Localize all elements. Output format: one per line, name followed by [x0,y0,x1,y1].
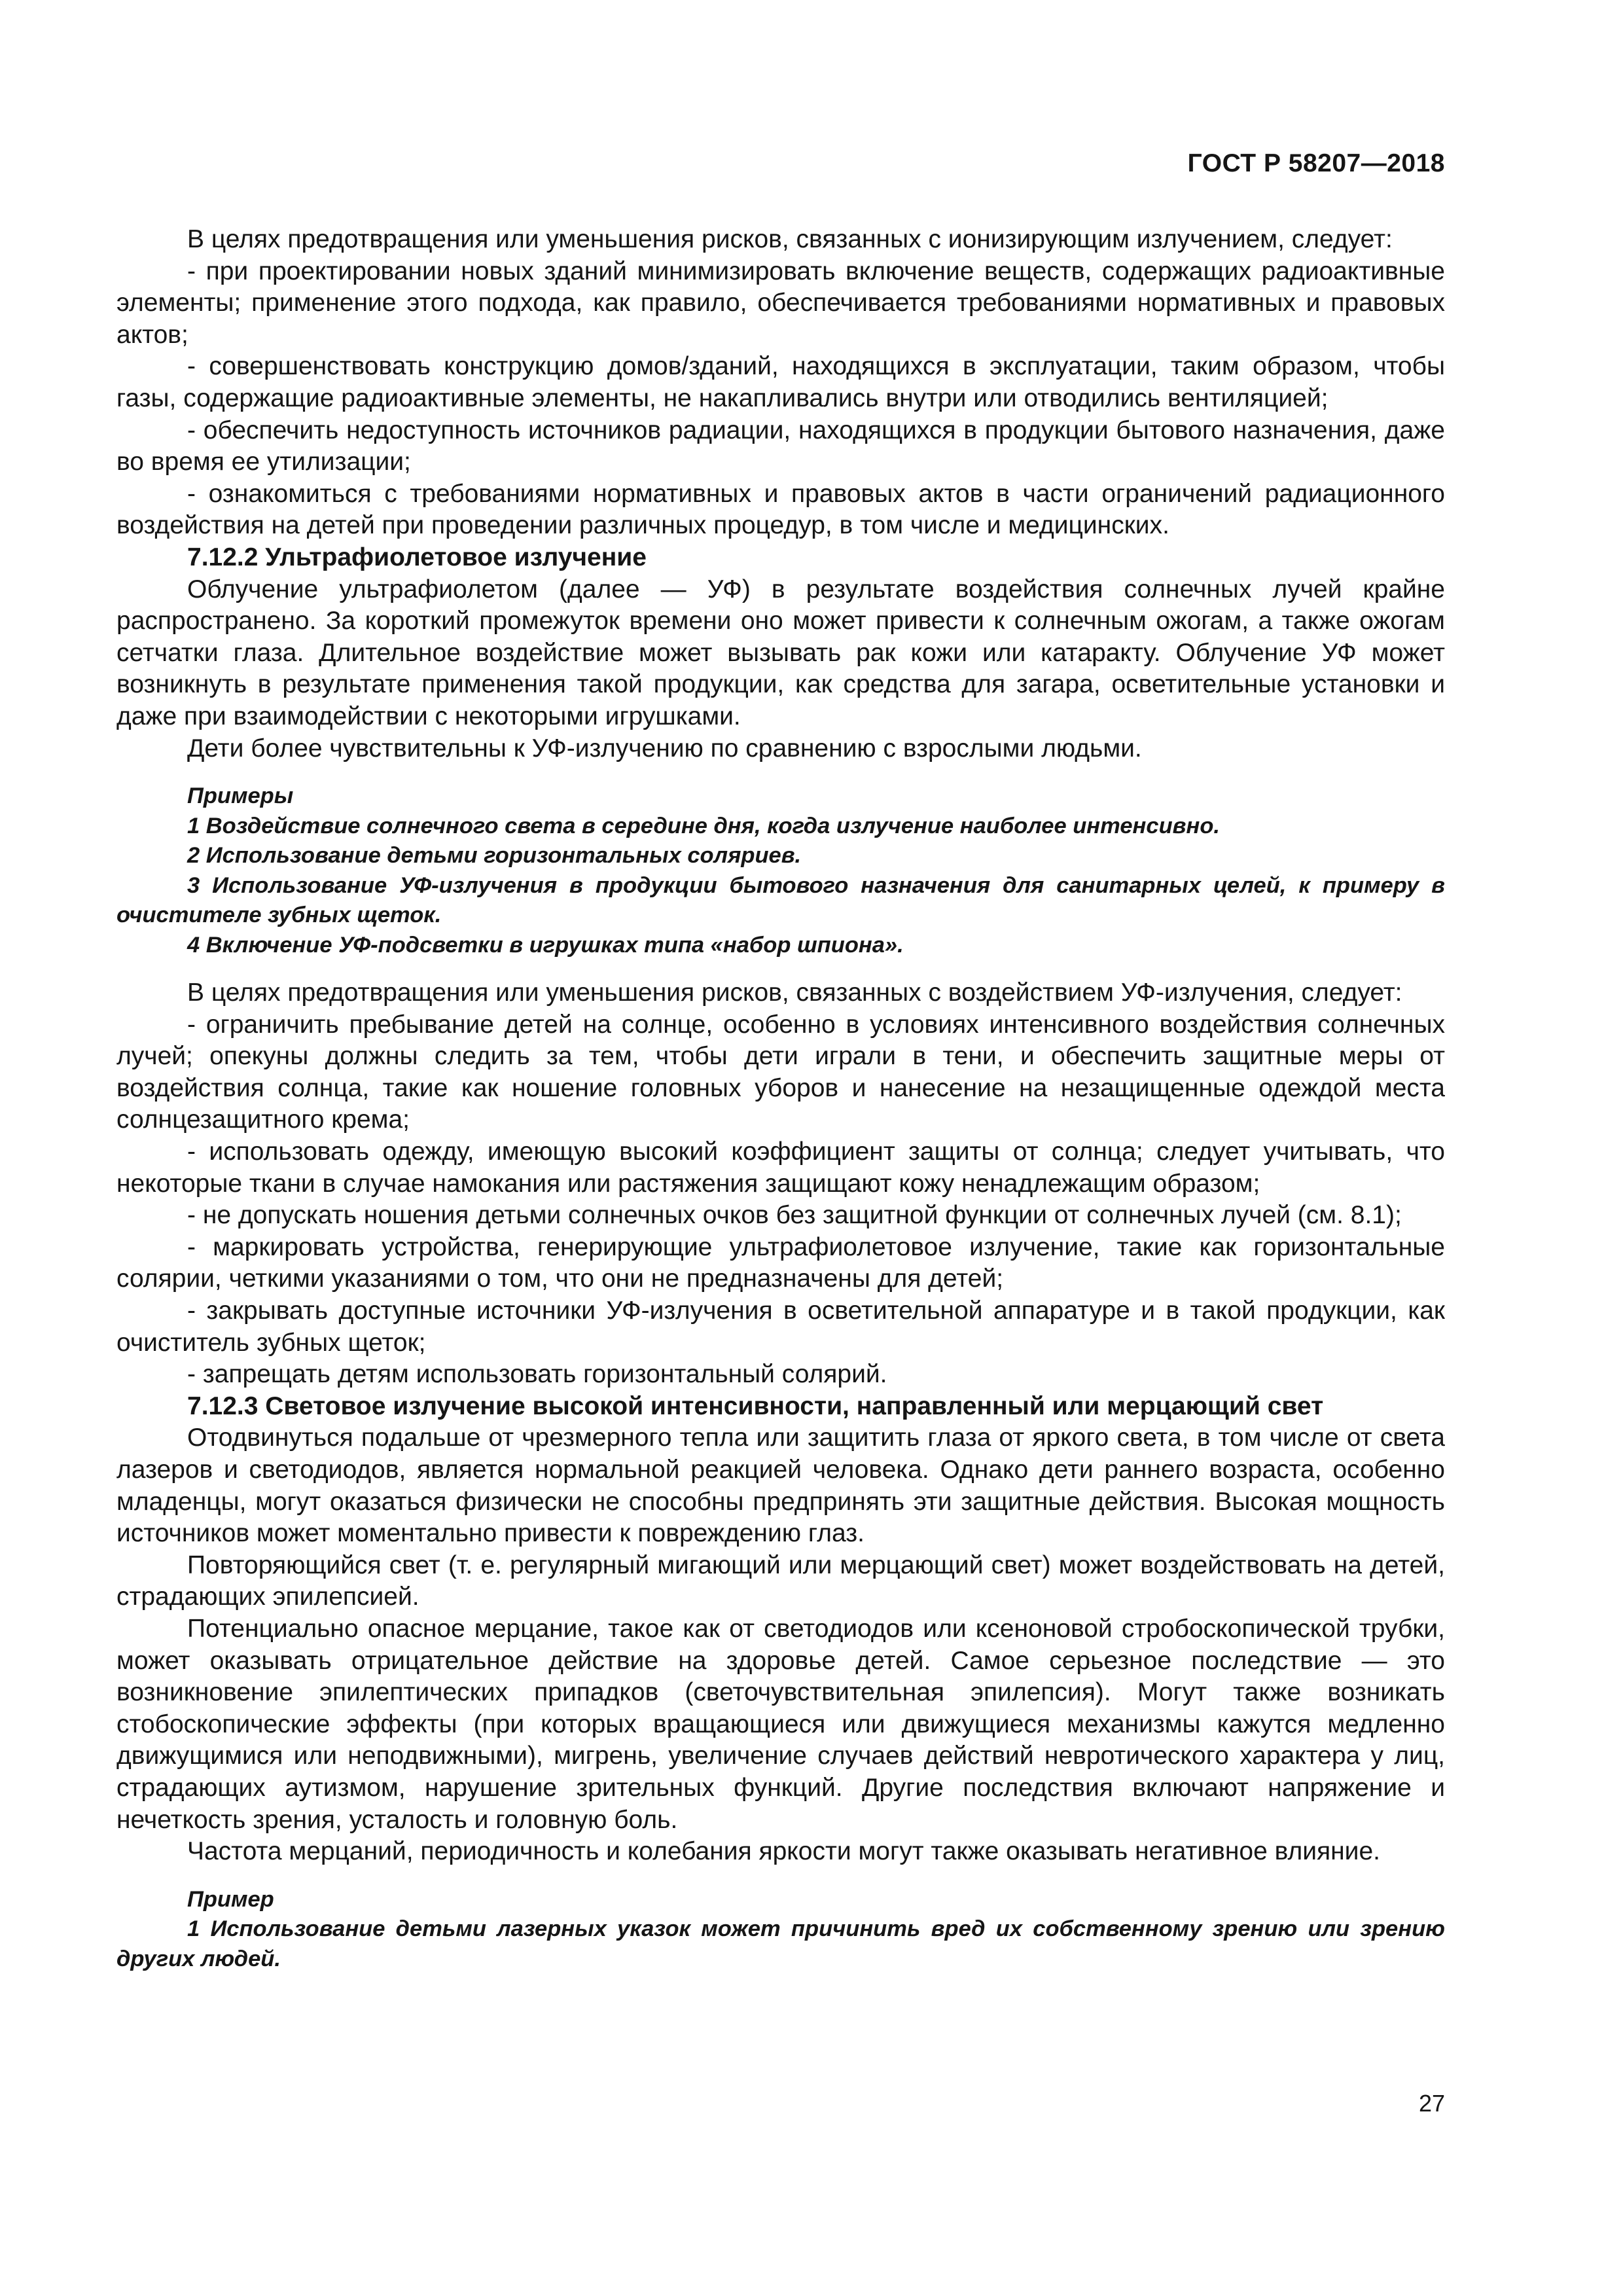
examples-title: Примеры [187,783,294,809]
paragraph: Повторяющийся свет (т. е. регулярный мигающий или мерцающий свет) может воздействовать на детей, страдающих эпилепсией. [116,1551,1445,1611]
example-item: 1 Использование детьми лазерных указок может причинить вред их собственному зрению или зрению других людей. [116,1916,1445,1971]
document-body [116,224,1445,1974]
example-item: 4 Включение УФ-подсветки в игрушках типа «набор шпиона». [187,932,904,958]
section-heading-7-12-2: 7.12.2 Ультрафиолетовое излучение [187,543,647,571]
paragraph: Облучение ультрафиолетом (далее — УФ) в результате воздействия солнечных лучей крайне распространено. За короткий промежуток времени оно может привести к солнечным ожогам, а также ожогам сетчатки глаза. Длительное воздействие может вызывать рак кожи или катаракту. Облучение УФ может возникнуть в результате применения такой продукции, как средства для загара, осветительные установки и даже при взаимодействии с некоторыми игрушками. [116,575,1445,730]
list-item: - закрывать доступные источники УФ-излучения в осветительной аппаратуре и в такой продукции, как очиститель зубных щеток; [116,1297,1445,1357]
paragraph: Отодвинуться подальше от чрезмерного тепла или защитить глаза от яркого света, в том числе от света лазеров и светодиодов, является нормальной реакцией человека. Однако дети раннего возраста, особенно младенцы, могут оказаться физически не способны предпринять эти защитные действия. Высокая мощность источников может моментально привести к повреждению глаз. [116,1424,1445,1548]
example-block [116,1885,1445,1975]
example-title: Пример [187,1886,274,1912]
list-item: - обеспечить недоступность источников радиации, находящихся в продукции бытового назначения, даже во время ее утилизации; [116,416,1445,476]
list-item: - не допускать ношения детьми солнечных очков без защитной функции от солнечных лучей (см. 8.1); [187,1201,1402,1230]
page-number: 27 [1418,2090,1445,2117]
paragraph: В целях предотвращения или уменьшения рисков, связанных с ионизирующим излучением, следует: [187,225,1393,253]
paragraph: Частота мерцаний, периодичность и колебания яркости могут также оказывать негативное влияние. [187,1837,1380,1866]
document-header: ГОСТ Р 58207—2018 [1187,149,1445,177]
list-item: - совершенствовать конструкцию домов/зданий, находящихся в эксплуатации, таким образом, чтобы газы, содержащие радиоактивные элементы, не накапливались внутри или отводились вентиляцией; [116,352,1445,412]
paragraph: В целях предотвращения или уменьшения рисков, связанных с воздействием УФ-излучения, следует: [187,978,1402,1007]
paragraph: Дети более чувствительны к УФ-излучению по сравнению с взрослыми людьми. [187,734,1142,762]
example-item: 1 Воздействие солнечного света в середине дня, когда излучение наиболее интенсивно. [187,813,1220,838]
list-item: - ограничить пребывание детей на солнце, особенно в условиях интенсивного воздействия солнечных лучей; опекуны должны следить за тем, чтобы дети играли в тени, и обеспечить защитные меры от воздействия солнца, такие как ношение головных уборов и нанесение на незащищенные одеждой места солнцезащитного крема; [116,1010,1445,1134]
list-item: - запрещать детям использовать горизонтальный солярий. [187,1360,887,1389]
list-item: - при проектировании новых зданий минимизировать включение веществ, содержащих радиоактивные элементы; применение этого подхода, как правило, обеспечивается требованиями нормативных и правовых актов; [116,257,1445,349]
example-item: 2 Использование детьми горизонтальных соляриев. [187,843,802,869]
section-heading-7-12-3: 7.12.3 Световое излучение высокой интенсивности, направленный или мерцающий свет [187,1391,1324,1420]
paragraph: Потенциально опасное мерцание, такое как от светодиодов или ксеноновой стробоскопической трубки, может оказывать отрицательное действие на здоровье детей. Самое серьезное последствие — это возникновение эпилептических припадков (светочувствительная эпилепсия). Могут также возникать стобоскопические эффекты (при которых вращающиеся или движущиеся механизмы кажутся медленно движущимися или неподвижными), мигрень, увеличение случаев действий невротического характера у лиц, страдающих аутизмом, нарушение зрительных функций. Другие последствия включают напряжение и нечеткость зрения, усталость и головную боль. [116,1614,1445,1834]
examples-block [116,781,1445,960]
list-item: - ознакомиться с требованиями нормативных и правовых актов в части ограничений радиационного воздействия на детей при проведении различных процедур, в том числе и медицинских. [116,479,1445,540]
example-item: 3 Использование УФ-излучения в продукции бытового назначения для санитарных целей, к примеру в очистителе зубных щеток. [116,872,1445,928]
list-item: - маркировать устройства, генерирующие ультрафиолетовое излучение, такие как горизонтальные солярии, четкими указаниями о том, что они не предназначены для детей; [116,1232,1445,1293]
list-item: - использовать одежду, имеющую высокий коэффициент защиты от солнца; следует учитывать, что некоторые ткани в случае намокания или растяжения защищают кожу ненадлежащим образом; [116,1138,1445,1198]
